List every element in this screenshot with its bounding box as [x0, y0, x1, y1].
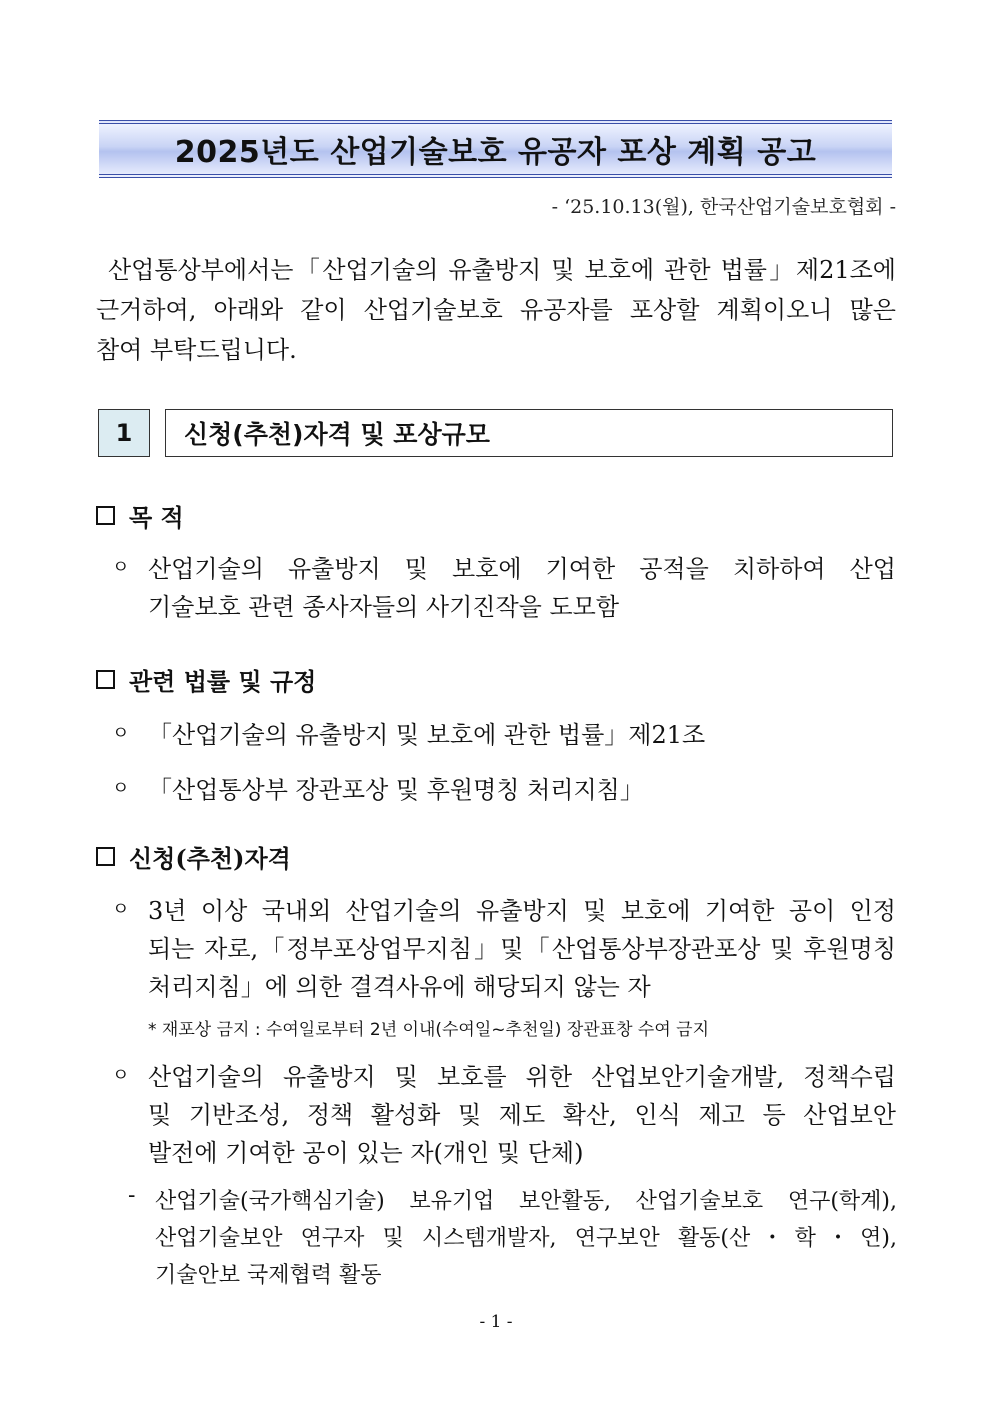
bullet-line: 및 기반조성, 정책 활성화 및 제도 확산, 인식 제고 등 산업보안 [148, 1101, 896, 1129]
bullet-line: 3년 이상 국내외 산업기술의 유출방지 및 보호에 기여한 공이 인정 [148, 897, 896, 925]
bullet-item [112, 892, 896, 1006]
intro-line: 산업통상부에서는「산업기술의 유출방지 및 보호에 관한 법률」제21조에 [108, 256, 896, 284]
intro-line: 참여 부탁드립니다. [96, 336, 297, 364]
date-and-issuer: - ‘25.10.13(월), 한국산업기술보호협회 - [551, 196, 896, 218]
intro-line: 근거하여, 아래와 같이 산업기술보호 유공자를 포상할 계획이오니 많은 [96, 296, 896, 324]
bullet-line: 되는 자로,「정부포상업무지침」및「산업통상부장관포상 및 후원명칭 [148, 935, 896, 963]
dash-bullet-icon: - [128, 1183, 136, 1208]
heading-label: 관련 법률 및 규정 [129, 667, 317, 696]
circle-bullet-icon: ㅇ [112, 723, 130, 744]
heading-label: 목 적 [129, 503, 184, 532]
heading-purpose [96, 498, 184, 533]
sub-item-line: 산업기술(국가핵심기술) 보유기업 보안활동, 산업기술보호 연구(학계), [155, 1189, 897, 1214]
heading-eligibility [96, 839, 291, 874]
footnote: * 재포상 금지 : 수여일로부터 2년 이내(수여일~추천일) 장관표창 수여 금지 [148, 1020, 710, 1040]
bullet-item [112, 1058, 896, 1172]
circle-bullet-icon: ㅇ [112, 899, 130, 920]
sub-item-text [155, 1183, 897, 1294]
bullet-item [112, 550, 896, 626]
bullet-line: 처리지침」에 의한 결격사유에 해당되지 않는 자 [148, 973, 651, 1001]
circle-bullet-icon: ㅇ [112, 557, 130, 578]
bullet-item [112, 716, 705, 754]
checkbox-square-icon [96, 847, 115, 866]
page-title: 2025년도 산업기술보호 유공자 포상 계획 공고 [174, 135, 817, 170]
bullet-line: 산업기술의 유출방지 및 보호를 위한 산업보안기술개발, 정책수립 [148, 1063, 896, 1091]
title-banner [99, 120, 892, 178]
bullet-line: 발전에 기여한 공이 있는 자(개인 및 단체) [148, 1139, 584, 1167]
bullet-text [148, 550, 896, 626]
circle-bullet-icon: ㅇ [112, 1065, 130, 1086]
checkbox-square-icon [96, 670, 115, 689]
bullet-text [148, 892, 896, 1006]
bullet-text: 「산업통상부 장관포상 및 후원명칭 처리지침」 [148, 776, 644, 804]
section-title: 신청(추천)자격 및 포상규모 [165, 409, 893, 457]
sub-item-line: 기술안보 국제협력 활동 [155, 1263, 382, 1288]
bullet-text: 「산업기술의 유출방지 및 보호에 관한 법률」제21조 [148, 721, 706, 749]
bullet-line: 산업기술의 유출방지 및 보호에 기여한 공적을 치하하여 산업 [148, 555, 896, 583]
bullet-item [112, 771, 644, 809]
sub-item-line: 산업기술보안 연구자 및 시스템개발자, 연구보안 활동(산・학・연), [155, 1226, 897, 1251]
bullet-text [148, 1058, 896, 1172]
circle-bullet-icon: ㅇ [112, 778, 130, 799]
checkbox-square-icon [96, 506, 115, 525]
section-number: 1 [98, 409, 150, 457]
page-number: - 1 - [479, 1312, 513, 1332]
intro-paragraph [96, 250, 896, 370]
sub-item [128, 1183, 897, 1294]
bullet-line: 기술보호 관련 종사자들의 사기진작을 도모함 [148, 593, 620, 621]
heading-label: 신청(추천)자격 [129, 844, 291, 873]
heading-laws [96, 662, 316, 697]
